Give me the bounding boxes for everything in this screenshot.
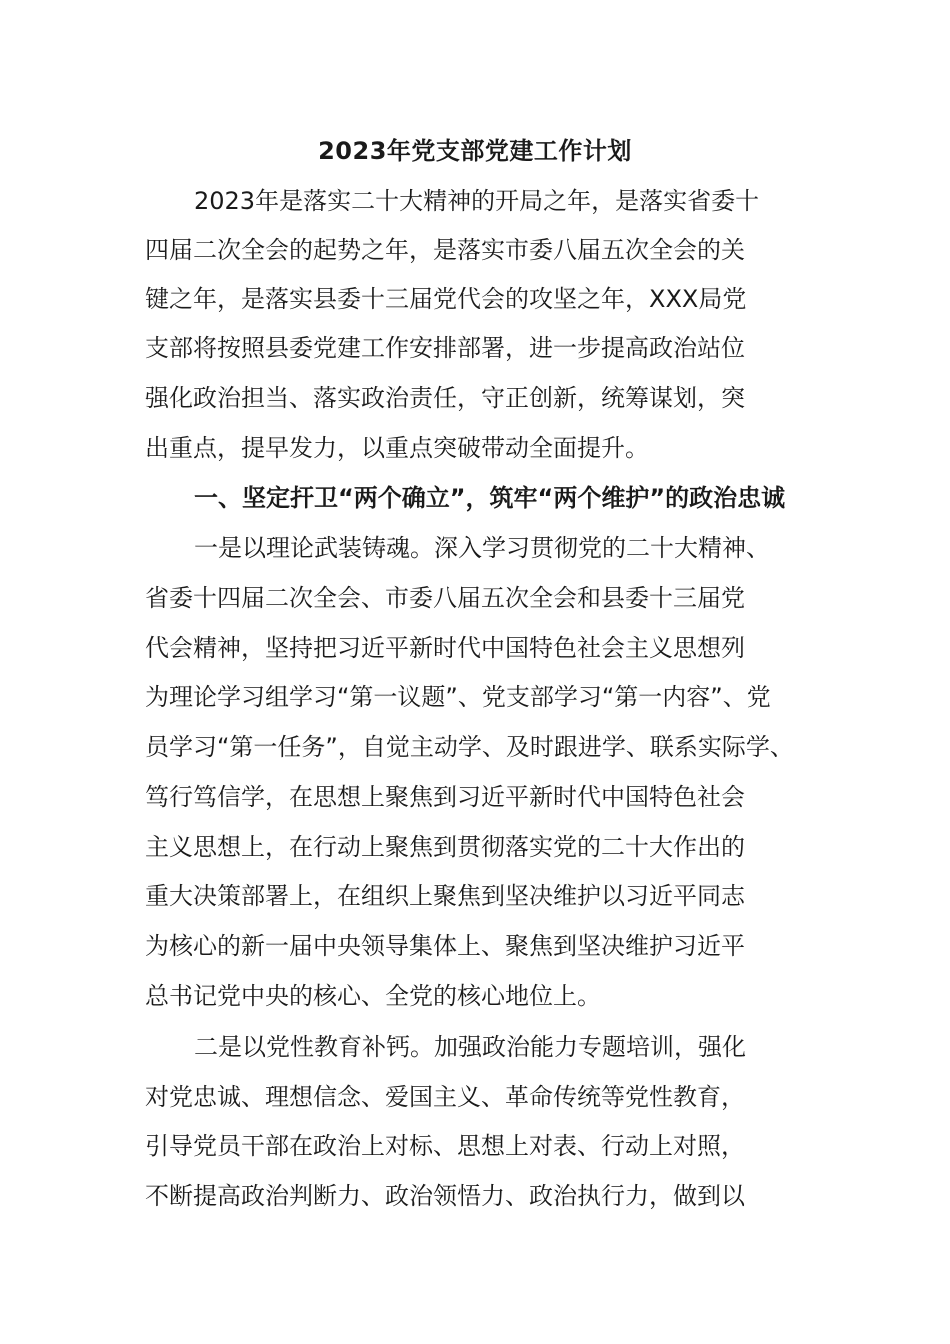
- section-heading: 一、坚定扞卫“两个确立”，筑牢“两个维护”的政治忠诚: [194, 484, 786, 512]
- paragraph-line: 省委十四届二次全会、市委八届五次全会和县委十三届党: [145, 584, 745, 612]
- paragraph-line: 强化政治担当、落实政治责任，守正创新，统筹谋划，突: [145, 384, 745, 412]
- paragraph-line: 引导党员干部在政治上对标、思想上对表、行动上对照，: [145, 1132, 745, 1160]
- paragraph-line: 为理论学习组学习“第一议题”、党支部学习“第一内容”、党: [145, 683, 771, 711]
- paragraph-line: 出重点，提早发力，以重点突破带动全面提升。: [145, 434, 649, 462]
- paragraph-line: 支部将按照县委党建工作安排部署，进一步提高政治站位: [145, 334, 745, 362]
- paragraph-line: 员学习“第一任务”，自觉主动学、及时跟进学、联系实际学、: [145, 733, 794, 761]
- paragraph-line: 重大决策部署上，在组织上聚焦到坚决维护以习近平同志: [145, 882, 745, 910]
- paragraph-line: 不断提高政治判断力、政治领悟力、政治执行力，做到以: [145, 1182, 745, 1210]
- paragraph-line: 代会精神，坚持把习近平新时代中国特色社会主义思想列: [145, 634, 745, 662]
- paragraph-line: 二是以党性教育补钙。加强政治能力专题培训，强化: [194, 1033, 746, 1061]
- paragraph-line: 笃行笃信学，在思想上聚焦到习近平新时代中国特色社会: [145, 783, 745, 811]
- paragraph-line: 2023年是落实二十大精神的开局之年，是落实省委十: [194, 187, 760, 215]
- paragraph-line: 一是以理论武装铸魂。深入学习贯彻党的二十大精神、: [194, 534, 770, 562]
- paragraph-line: 主义思想上，在行动上聚焦到贯彻落实党的二十大作出的: [145, 833, 745, 861]
- paragraph-line: 对党忠诚、理想信念、爱国主义、革命传统等党性教育，: [145, 1083, 745, 1111]
- paragraph-line: 总书记党中央的核心、全党的核心地位上。: [145, 982, 601, 1010]
- paragraph-line: 为核心的新一届中央领导集体上、聚焦到坚决维护习近平: [145, 932, 745, 960]
- paragraph-line: 四届二次全会的起势之年，是落实市委八届五次全会的关: [145, 236, 745, 264]
- paragraph-line: 键之年，是落实县委十三届党代会的攻坚之年，XXX局党: [145, 285, 747, 313]
- document-title: 2023年党支部党建工作计划: [318, 137, 632, 165]
